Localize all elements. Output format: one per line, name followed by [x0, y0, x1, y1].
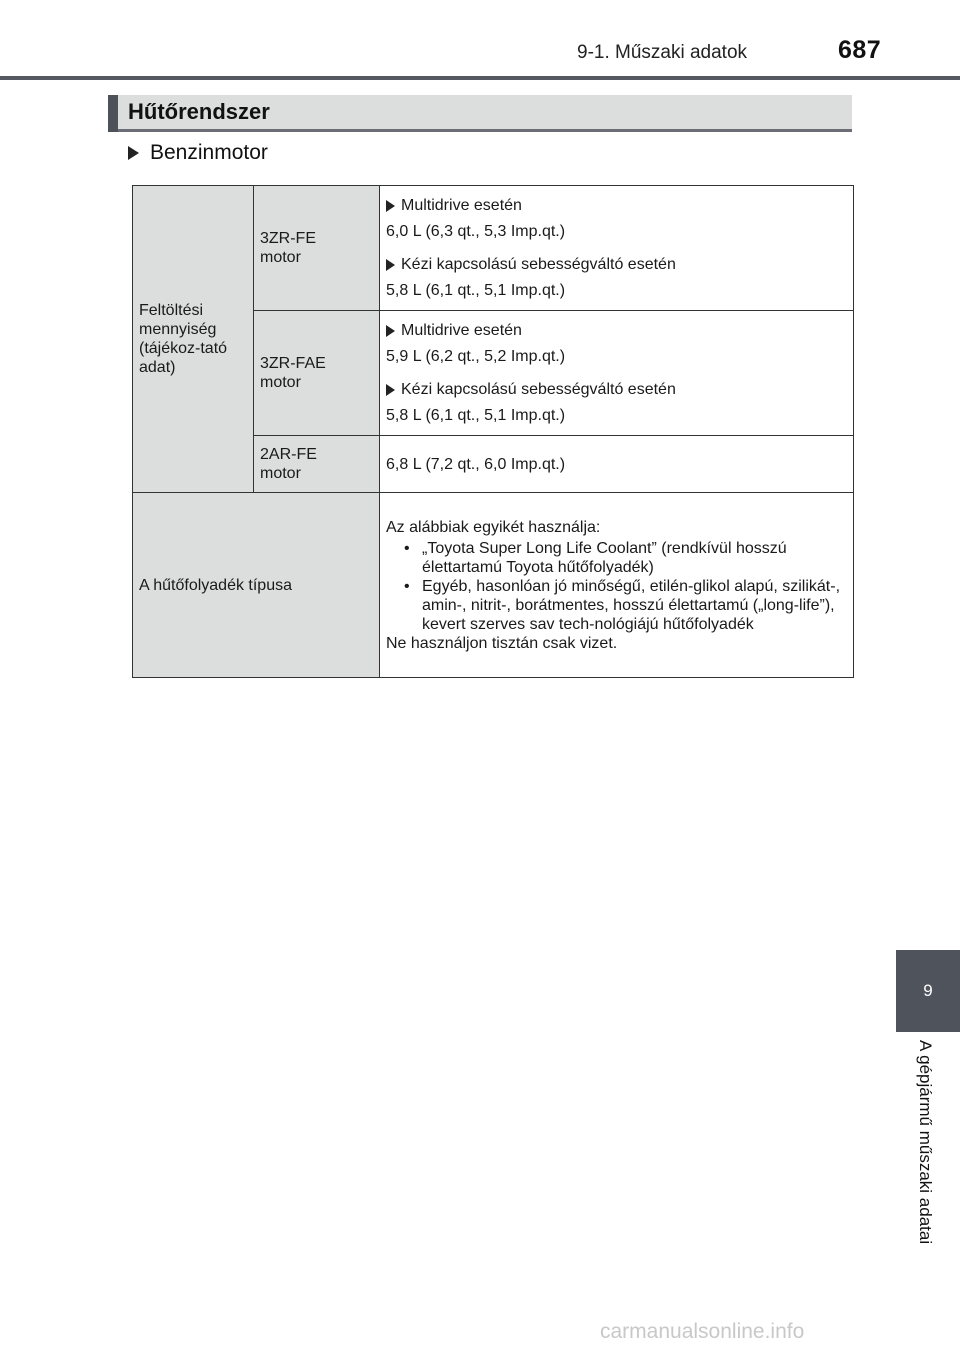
list-item: • Egyéb, hasonlóan jó minőségű, etilén-glikol alapú, szilikát-, amin-, nitrit-, borátmentes, hosszú élettartamú („long-life”), kevert szerves sav tech-nológiájú hűtőfolyadék	[422, 577, 847, 634]
engine-name: 2AR-FE motor	[260, 446, 317, 482]
triangle-bullet-icon	[128, 146, 139, 160]
page-number: 687	[838, 36, 882, 64]
triangle-bullet-icon	[386, 200, 395, 212]
engine-name-cell	[254, 436, 380, 493]
coolant-options-list	[386, 539, 847, 634]
watermark: carmanualsonline.info	[600, 1320, 805, 1343]
capacity-label-cell	[133, 186, 254, 493]
manual-label: Kézi kapcsolású sebességváltó esetén	[401, 381, 676, 398]
manual-value: 5,8 L (6,1 qt., 5,1 Imp.qt.)	[386, 282, 566, 299]
chapter-tab	[896, 950, 960, 1032]
coolant-note: Ne használjon tisztán csak vizet.	[386, 634, 618, 652]
coolant-type-label: A hűtőfolyadék típusa	[139, 576, 292, 594]
multidrive-value: 6,0 L (6,3 qt., 5,3 Imp.qt.)	[386, 223, 566, 240]
coolant-intro: Az alábbiak egyikét használja:	[386, 518, 601, 536]
capacity-label: Feltöltési mennyiség (tájékoz-tató adat)	[139, 302, 228, 376]
list-item: • „Toyota Super Long Life Coolant” (rendkívül hosszú élettartamú Toyota hűtőfolyadék)	[422, 539, 847, 577]
capacity-value-cell	[380, 311, 854, 436]
multidrive-label: Multidrive esetén	[401, 197, 522, 214]
capacity-value-cell	[380, 186, 854, 311]
multidrive-value: 5,9 L (6,2 qt., 5,2 Imp.qt.)	[386, 348, 566, 365]
triangle-bullet-icon	[386, 384, 395, 396]
engine-name-cell	[254, 186, 380, 311]
coolant-type-value-cell	[380, 493, 854, 678]
manual-value: 5,8 L (6,1 qt., 5,1 Imp.qt.)	[386, 407, 566, 424]
manual-label: Kézi kapcsolású sebességváltó esetén	[401, 256, 676, 273]
table-row	[133, 186, 854, 311]
section-heading-bar	[108, 95, 852, 132]
multidrive-line	[386, 321, 847, 340]
header-divider	[0, 76, 960, 80]
manual-line	[386, 255, 847, 274]
subheading-text: Benzinmotor	[150, 141, 268, 164]
triangle-bullet-icon	[386, 259, 395, 271]
chapter-side-label: A gépjármű műszaki adatai	[916, 1040, 935, 1245]
table-row	[133, 493, 854, 678]
engine-name: 3ZR-FE motor	[260, 230, 316, 266]
header-chapter-title: 9-1. Műszaki adatok	[577, 42, 748, 63]
section-accent-block	[108, 95, 118, 132]
multidrive-line	[386, 196, 847, 215]
capacity-value-cell	[380, 436, 854, 493]
coolant-spec-table	[132, 185, 854, 678]
manual-line	[386, 380, 847, 399]
engine-name: 3ZR-FAE motor	[260, 355, 326, 391]
multidrive-label: Multidrive esetén	[401, 322, 522, 339]
capacity-value: 6,8 L (7,2 qt., 6,0 Imp.qt.)	[386, 455, 566, 473]
section-title: Hűtőrendszer	[128, 99, 270, 124]
triangle-bullet-icon	[386, 325, 395, 337]
coolant-type-label-cell	[133, 493, 380, 678]
chapter-tab-number: 9	[923, 981, 933, 1000]
engine-name-cell	[254, 311, 380, 436]
subheading	[128, 141, 268, 165]
